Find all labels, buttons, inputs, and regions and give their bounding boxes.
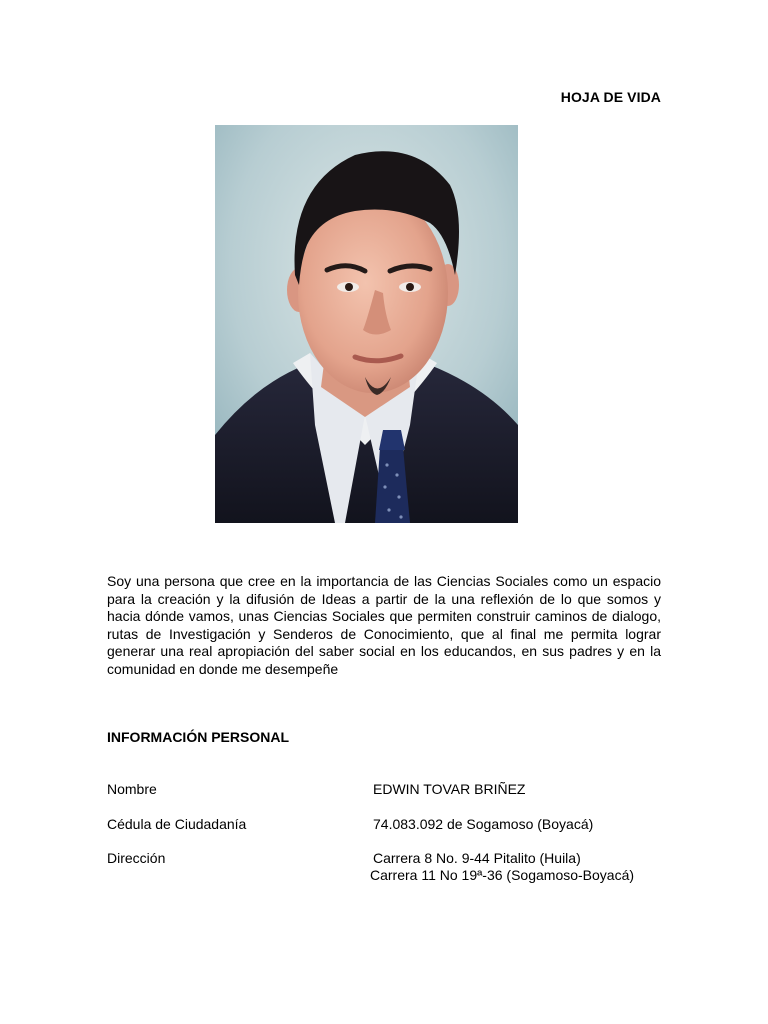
info-value: Carrera 8 No. 9-44 Pitalito (Huila) bbox=[373, 850, 581, 866]
info-value-line2: Carrera 11 No 19ª-36 (Sogamoso-Boyacá) bbox=[370, 867, 635, 883]
section-heading-personal-info: INFORMACIÓN PERSONAL bbox=[107, 729, 289, 745]
info-label: Nombre bbox=[107, 781, 157, 797]
profile-summary: Soy una persona que cree en la importancia de las Ciencias Sociales como un espacio para la creación y la difusión de Ideas a partir de la una reflexión de lo que somos y hacia dónde vamos, unas Ciencias Sociales que permiten construir caminos de dialogo, rutas de Investigación y Senderos de Conocimiento, que al final me permita lograr generar una real apropiación del saber social en los educandos, en sus padres y en la comunidad en donde me desempeñe bbox=[107, 573, 661, 677]
info-label: Cédula de Ciudadanía bbox=[107, 816, 247, 832]
document-title: HOJA DE VIDA bbox=[560, 89, 661, 105]
portrait-photo bbox=[215, 125, 518, 523]
info-value: 74.083.092 de Sogamoso (Boyacá) bbox=[373, 816, 594, 832]
info-value: EDWIN TOVAR BRIÑEZ bbox=[373, 781, 526, 797]
info-label: Dirección bbox=[107, 850, 166, 866]
